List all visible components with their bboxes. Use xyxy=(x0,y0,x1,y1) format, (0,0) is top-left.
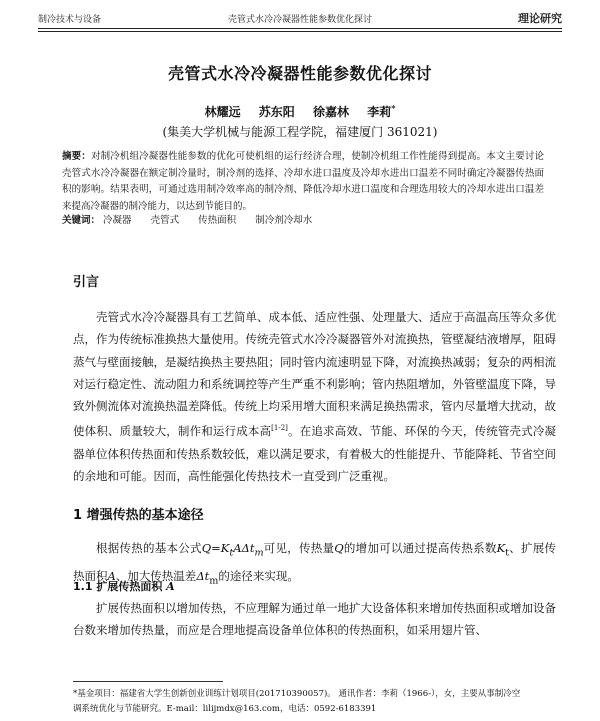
keyword: 壳管式 xyxy=(150,215,180,226)
keyword: 传热面积 xyxy=(198,215,237,226)
running-header xyxy=(38,8,562,26)
abstract-label: 摘要： xyxy=(62,151,91,162)
subsection-paragraph xyxy=(73,597,556,642)
keywords xyxy=(62,212,544,226)
author-list xyxy=(0,103,600,120)
keyword: 冷凝器 xyxy=(103,215,132,226)
intro-text: 壳管式水冷冷凝器具有工艺简单、成本低、适应性强、处理量大、适应于高温高压等众多优点，作为传统标准换热大量使用。传统壳管式水冷冷凝器管外对流换热，管壁凝结液增厚，阻碍蒸气与壁面接触，是凝结换热主要热阻；同时管内流速明显下降，对流换热减弱；复杂的两相流对运行稳定性、流动阻力和系统调控等产生严重不利影响；管内热阻增加，外管壁温度下降，导致外侧流体对流换热温差降低。传统上均采用增大面积来满足换热需求，管内尽量增大扰动，故使体积、质量较大，制作和运行成本高 xyxy=(73,310,556,439)
abstract xyxy=(62,149,544,215)
formula: $Q=K_tA\Delta t_m$ xyxy=(201,541,264,559)
author-name: 李莉* xyxy=(367,103,396,119)
subsection-heading-1-1: 1.1 扩展传热面积 A xyxy=(73,580,175,593)
abstract-text: 对制冷机组冷凝器性能参数的优化可使机组的运行经济合理，使制冷机组工作性能得到提高。本文主要讨论壳管式水冷冷凝器在额定制冷量时，制冷剂的选择、冷却水进口温度及冷却水进出口温差不同时确定冷凝器传热面积的影响。结果表明，可通过选用制冷效率高的制冷剂、降低冷却水进口温度和合理选用较大的冷却水进出口温差来提高冷凝器的制冷能力，以达到节能目的。 xyxy=(62,151,544,212)
keyword: 制冷剂冷却水 xyxy=(255,215,313,226)
header-rule xyxy=(38,28,562,32)
intro-paragraph xyxy=(73,306,556,487)
section-heading-intro: 引言 xyxy=(73,275,100,290)
footnote-line: *基金项目：福建省大学生创新创业训练计划项目(201710390057)。 通讯作者：李莉（1966-），女，主要从事制冷空 xyxy=(73,689,521,699)
subsection-text: 扩展传热面积以增加传热，不应理解为通过单一地扩大设备体积来增加传热面积或增加设备台数来增加传热量，而应是合理地提高设备单位体积的传热面积，如采用翅片管、 xyxy=(73,601,556,638)
footnote xyxy=(73,687,556,717)
header-column-name: 理论研究 xyxy=(518,12,562,25)
header-journal-section: 制冷技术与设备 xyxy=(38,15,102,25)
footnote-line: 调系统优化与节能研究。E-mail：lilijmdx@163.com，电话：0592-6183391 xyxy=(73,704,377,714)
author-name: 徐嘉林 xyxy=(313,105,350,119)
citation-ref: [1-2] xyxy=(271,424,288,433)
intro-text-cont: 。在追求高效、节能、环保的今天，传统管壳式冷凝器单位体积传热面和传热系数较低，难以满足要求，有着极大的性能提升、节能降耗、节省空间的余地和可能。因而，高性能强化传热技术一直受到广泛重视。 xyxy=(73,424,557,483)
section1-paragraph: 根据传热的基本公式$Q=K_tA\Delta t_m$可见，传热量Q的增加可以通过提高传热系数$K_t$、扩展传热面积A、加大传热温差$\Delta t_m$的途径来实现。 xyxy=(73,541,557,586)
keywords-label: 关键词： xyxy=(62,215,101,226)
author-name: 苏东阳 xyxy=(258,105,295,119)
author-name: 林耀远 xyxy=(204,105,241,119)
footnote-rule xyxy=(73,681,223,682)
header-paper-title: 壳管式水冷冷凝器性能参数优化探讨 xyxy=(227,15,372,25)
paper-title: 壳管式水冷冷凝器性能参数优化探讨 xyxy=(167,64,432,83)
corresponding-author-mark: * xyxy=(391,103,396,113)
affiliation: (集美大学机械与能源工程学院，福建厦门 361021) xyxy=(162,125,438,139)
section-heading-1: 1 增强传热的基本途径 xyxy=(73,508,204,523)
